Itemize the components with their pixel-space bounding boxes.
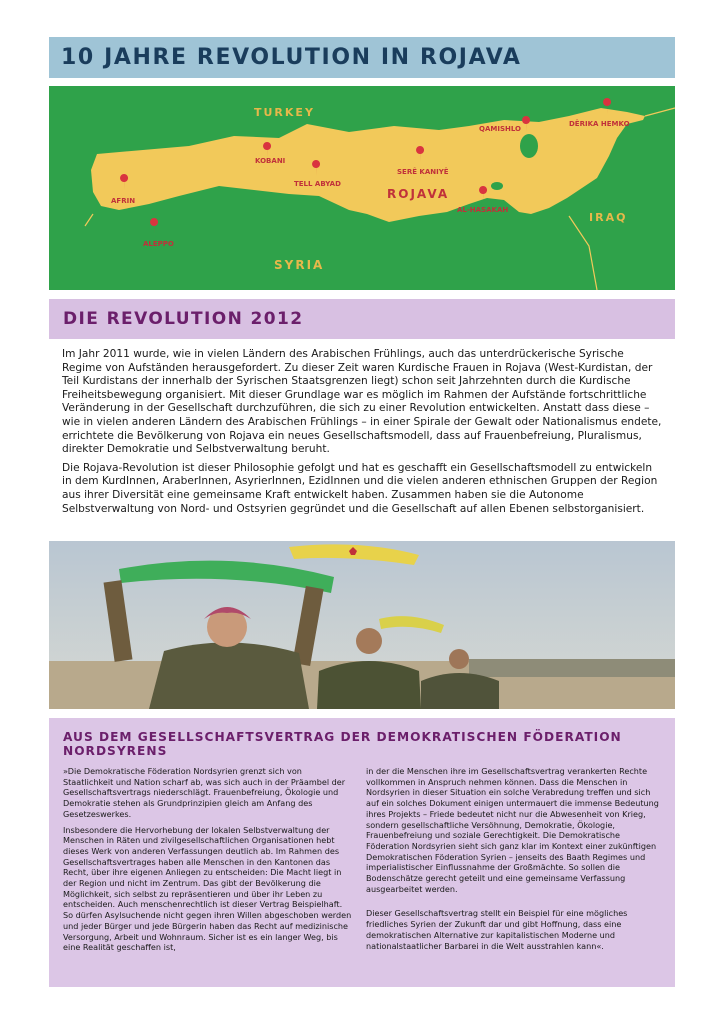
article-paragraph: Die Rojava-Revolution ist dieser Philosophie gefolgt und hat es geschafft ein Gesellschaftsmodell zu entwickeln in dem KurdInnen, AraberInnen, AsyrierInnen, EzidInnen und die vielen anderen ethnischen Gruppen der Region aus ihrer Diversität eine gemeinsame Kraft entwickelt haben. Zusammen haben sie die Autonome Selbstverwaltung von Nord- und Ostsyrien gegründet und die Gesellschaft auf allen Ebenen selbstorganisiert. — [62, 461, 658, 515]
contract-paragraph: Insbesondere die Hervorhebung der lokalen Selbstverwaltung der Menschen in Räten und zivilgesellschaftlichen Organisationen hebt dieses Werk von anderen Verfassungen deutlich ab. Im Rahmen des Gesellschaftsvertrages haben alle Menschen in den Kantonen das Recht, über ihre eigenen Anliegen zu entscheiden: Die Macht liegt in der Region und nicht im Zentrum. Das gibt der Bevölkerung die Möglichkeit, sich selbst zu repräsentieren und über ihr Leben zu entscheiden. Auch menschenrechtlich ist dieser Vertrag Beispielhaft. So dürfen Asylsuchende nicht gegen ihren Willen abgeschoben werden und jeder Bürger und jede Bürgerin haben das Recht auf medizinische Versorgung, Arbeit und Wohnraum. Sicher ist es ein langer Weg, bis eine Realität geschaffen ist, — [63, 824, 352, 953]
contract-paragraph: Dieser Gesellschaftsvertrag stellt ein Beispiel für eine mögliches friedliches Syrien der Zukunft dar und gibt Hoffnung, dass eine demokratischen Alternative zur kapitalistischen Moderne und nationalstaatlicher Barbarei in die Welt ausstrahlen kann«. — [366, 908, 628, 951]
article-paragraph: Im Jahr 2011 wurde, wie in vielen Ländern des Arabischen Frühlings, auch das unterdrückerische Syrische Regime von Aufständen herausgefordert. Zu dieser Zeit waren Kurdische Frauen in Rojava (West-Kurdistan, der Teil Kurdistans der innerhalb der Syrischen Staatsgrenzen liegt) schon seit Jahrzehnten durch die Kurdische Freiheitsbewegung organisiert. Mit dieser Grundlage war es möglich im Rahmen der Aufstände fortschrittliche Veränderung in der Gesellschaft durchzuführen, die sich zu einer Revolution entwickelten. Anstatt dass diese – wie in vielen anderen Ländern des Arabischen Frühlings – in einer Spirale der Gewalt oder Nationalismus endete, errichtete die Bevölkerung von Rojava ein neues Gesellschaftsmodell, dass auf Frauenbefreiung, Pluralismus, direkter Demokratie und Selbstverwaltung beruht. — [62, 348, 662, 456]
label-turkey: TURKEY — [254, 106, 315, 119]
city-kobani: KOBANI — [255, 157, 286, 165]
title-banner — [49, 37, 675, 78]
label-iraq: IRAQ — [589, 211, 628, 224]
social-contract-column-right — [366, 766, 662, 956]
fighters-photo — [49, 541, 675, 709]
map-border-line — [645, 108, 675, 116]
city-al-hasakah: AL-HASAKAH — [457, 206, 509, 214]
city-tell-abyad: TELL ABYAD — [294, 180, 341, 188]
rojava-map — [49, 86, 675, 290]
city-derika-hemko: DÊRIKA HEMKO — [569, 120, 630, 128]
contract-paragraph: in der die Menschen ihre im Gesellschaftsvertrag verankerten Rechte vollkommen in Anspruch nehmen können. Dass die Menschen in Nordsyrien in dieser Situation ein solche Verabredung treffen und sich auf ein solches Dokument einigen untermauert die immense Bedeutung ihres Projekts – Friede bedeutet nicht nur die Abwesenheit von Krieg, sondern gesellschaftliche Versöhnung, Demokratie, Ökologie, Frauenbefreiung und soziale Gerechtigkeit. Die Demokratische Föderation Nordsyrien sieht sich ganz klar im Kontext einer zukünftigen Demokratischen Föderation Syrien – jenseits des Baath Regimes und imperialistischer Einflussnahme der Großmächte. So sollen die Bodenschätze gerecht geteilt und eine gemeinsame Verfassung ausgearbeitet werden. — [366, 766, 659, 894]
section-title-revolution: DIE REVOLUTION 2012 — [63, 309, 304, 329]
label-syria: SYRIA — [274, 258, 325, 272]
revolution-article — [62, 348, 664, 521]
section-header-revolution — [49, 299, 675, 339]
city-qamishlo: QAMISHLO — [479, 125, 521, 133]
photo-illustration — [49, 541, 675, 709]
city-aleppo: ALEPPO — [143, 240, 174, 248]
section-title-social-contract: AUS DEM GESELLSCHAFTSVERTRAG DER DEMOKRATISCHEN FÖDERATION NORDSYRENS — [63, 730, 622, 758]
map-graphic — [49, 86, 675, 290]
label-rojava: ROJAVA — [387, 187, 450, 201]
social-contract-box — [49, 718, 675, 987]
social-contract-column-left — [63, 766, 353, 958]
marker-aleppo — [150, 218, 158, 234]
map-lake — [491, 182, 503, 190]
map-border-line — [569, 216, 597, 290]
city-afrin: AFRIN — [111, 197, 136, 205]
rojava-region-shape — [91, 108, 645, 222]
map-lake — [520, 134, 538, 158]
city-sere-kaniye: SERÊ KANIYÊ — [397, 168, 449, 176]
map-border-line — [85, 214, 93, 226]
contract-paragraph: »Die Demokratische Föderation Nordsyrien grenzt sich von Staatlichkeit und Nation scharf ab, was sich auch in der Präambel der Gesellschaftsvertrags niederschlägt. Frauenbefreiung, Ökologie und Demokratie stehen als Grundprinzipien gleich am Anfang des Gesetzeswerkes. — [63, 766, 346, 819]
page-title: 10 JAHRE REVOLUTION IN ROJAVA — [61, 45, 522, 70]
